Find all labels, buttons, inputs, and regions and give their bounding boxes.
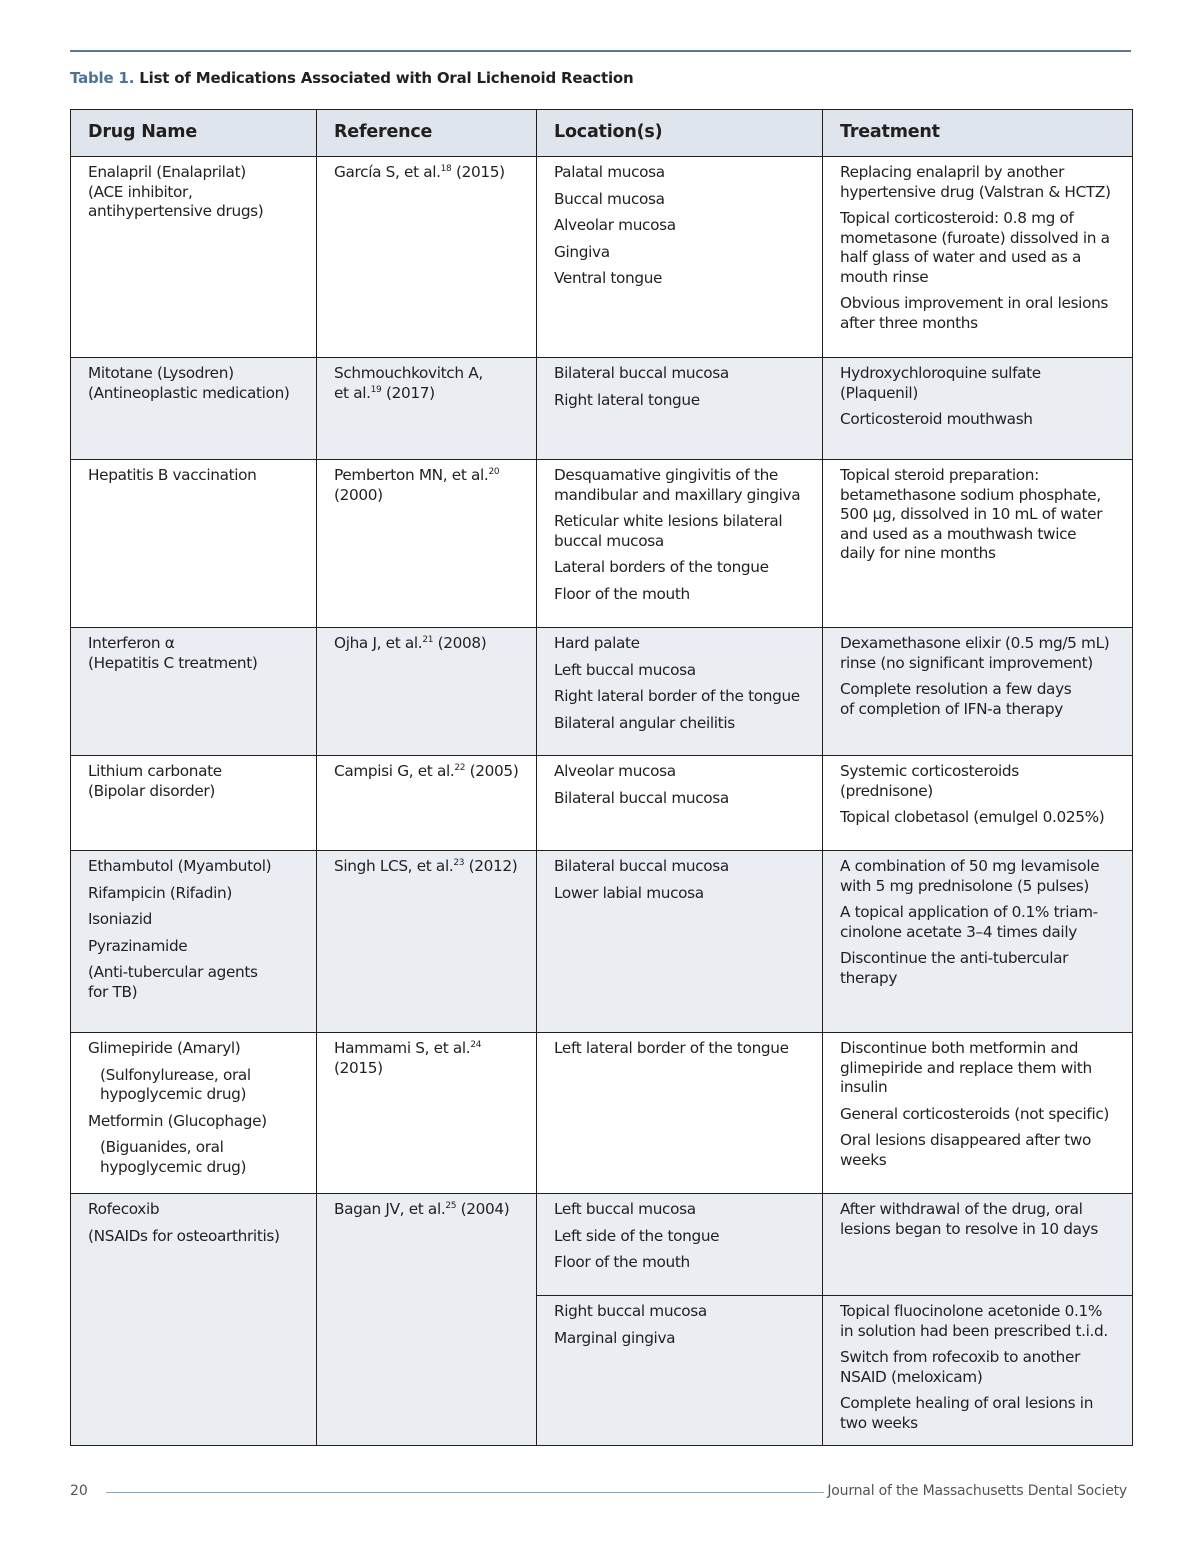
table-row [71, 460, 1133, 628]
reference-author: Campisi G, et al. [334, 762, 455, 780]
treatment-cell [823, 756, 1133, 851]
cell-line: Glimepiride (Amaryl) [88, 1039, 241, 1057]
reference-number: 18 [440, 164, 452, 174]
cell-line: Obvious improvement in oral lesions after three months [840, 294, 1109, 332]
cell-line: Complete healing of oral lesions in two weeks [840, 1394, 1094, 1432]
table-row [71, 157, 1133, 358]
cell-line: Switch from rofecoxib to another NSAID (meloxicam) [840, 1348, 1081, 1386]
cell-line: (Anti-tubercular agents for TB) [88, 963, 258, 1001]
cell-line: Topical corticosteroid: 0.8 mg of mometasone (furoate) dissolved in a half glass of water and used as a mouth rinse [840, 209, 1110, 286]
cell-line: Reticular white lesions bilateral buccal mucosa [554, 512, 783, 550]
cell-line: Gingiva [554, 242, 610, 261]
treatment-cell [823, 1033, 1133, 1194]
cell-line: Lower labial mucosa [554, 883, 704, 902]
cell-line: Left buccal mucosa [554, 1200, 696, 1218]
locations-cell [537, 628, 823, 756]
reference-citation [334, 1200, 519, 1220]
cell-line: Topical steroid preparation: betamethasone sodium phosphate, 500 µg, dissolved in 10 mL of water and used as a mouthwash twice daily for nine months [840, 466, 1103, 562]
locations-cell [537, 1296, 823, 1446]
cell-line: Topical fluocinolone acetonide 0.1% in solution had been prescribed t.i.d. [840, 1302, 1108, 1340]
cell-line: Palatal mucosa [554, 163, 665, 181]
cell-line: Alveolar mucosa [554, 762, 676, 780]
table-row [71, 358, 1133, 460]
treatment-cell [823, 358, 1133, 460]
table-caption [70, 69, 633, 87]
table-header-row [71, 110, 1133, 157]
cell-line: Floor of the mouth [554, 1253, 690, 1271]
reference-number: 24 [470, 1040, 482, 1050]
reference-number: 21 [422, 635, 434, 645]
locations-cell [537, 756, 823, 851]
reference-number: 19 [370, 384, 382, 395]
drug-name-cell [71, 460, 317, 628]
reference-year: (2015) [334, 1058, 383, 1077]
drug-name-cell [71, 157, 317, 358]
reference-year: (2015) [451, 163, 505, 181]
reference-year: (2012) [464, 857, 518, 875]
cell-line: Lithium carbonate (Bipolar disorder) [88, 762, 222, 800]
cell-line: Dexamethasone elixir (0.5 mg/5 mL) rinse (no significant improvement) [840, 634, 1110, 672]
reference-year: (2017) [381, 383, 435, 402]
cell-line: Isoniazid [88, 910, 152, 928]
column-header-drug-name: Drug Name [71, 110, 317, 157]
table-title: List of Medications Associated with Oral Lichenoid Reaction [139, 69, 634, 87]
cell-line: Ventral tongue [554, 269, 663, 287]
drug-name-cell [71, 358, 317, 460]
reference-cell [317, 460, 537, 628]
table-row [71, 756, 1133, 851]
cell-line: Bilateral buccal mucosa [554, 788, 729, 807]
cell-line: Left buccal mucosa [554, 660, 696, 679]
reference-author: Singh LCS, et al. [334, 857, 454, 875]
cell-line: Oral lesions disappeared after two weeks [840, 1131, 1092, 1169]
cell-line: (Sulfonylurease, oral hypoglycemic drug) [100, 1065, 251, 1103]
reference-year: (2005) [465, 762, 519, 780]
reference-cell [317, 756, 537, 851]
locations-cell [537, 358, 823, 460]
locations-cell [537, 851, 823, 1033]
cell-line: Replacing enalapril by another hypertensive drug (Valstran & HCTZ) [840, 163, 1111, 201]
reference-citation [334, 364, 519, 403]
cell-line: A topical application of 0.1% triam- cinolone acetate 3–4 times daily [840, 903, 1098, 941]
locations-cell [537, 1194, 823, 1296]
cell-line: Right buccal mucosa [554, 1302, 707, 1320]
reference-citation [334, 634, 519, 654]
reference-cell [317, 851, 537, 1033]
reference-cell [317, 1033, 537, 1194]
cell-line: Left side of the tongue [554, 1226, 720, 1245]
drug-name-cell [71, 851, 317, 1033]
cell-line: Floor of the mouth [554, 584, 690, 603]
cell-line: Mitotane (Lysodren) (Antineoplastic medication) [88, 364, 290, 402]
reference-citation [334, 163, 519, 183]
reference-number: 20 [488, 467, 500, 477]
cell-line: Desquamative gingivitis of the mandibular and maxillary gingiva [554, 466, 801, 504]
locations-cell [537, 157, 823, 358]
cell-line: Right lateral border of the tongue [554, 687, 800, 705]
reference-citation [334, 857, 519, 877]
treatment-cell [823, 628, 1133, 756]
cell-line: Bilateral buccal mucosa [554, 364, 729, 382]
cell-line: Hard palate [554, 634, 640, 652]
reference-cell [317, 1194, 537, 1446]
reference-author: García S, et al. [334, 163, 441, 181]
column-header-reference: Reference [317, 110, 537, 157]
treatment-cell [823, 157, 1133, 358]
cell-line: A combination of 50 mg levamisole with 5 mg prednisolone (5 pulses) [840, 857, 1100, 895]
cell-line: Enalapril (Enalaprilat) (ACE inhibitor, antihypertensive drugs) [88, 163, 264, 220]
cell-line: After withdrawal of the drug, oral lesions began to resolve in 10 days [840, 1200, 1099, 1238]
cell-line: Ethambutol (Myambutol) [88, 857, 272, 875]
drug-name-cell [71, 628, 317, 756]
column-header-locations: Location(s) [537, 110, 823, 157]
table-row [71, 1033, 1133, 1194]
reference-author: Pemberton MN, et al. [334, 466, 489, 484]
reference-citation [334, 762, 519, 782]
locations-cell [537, 460, 823, 628]
reference-number: 23 [453, 858, 465, 868]
cell-line: Bilateral angular cheilitis [554, 713, 735, 732]
drug-name-cell [71, 1033, 317, 1194]
table-number: Table 1. [70, 69, 135, 87]
cell-line: Rofecoxib [88, 1200, 160, 1218]
column-header-treatment: Treatment [823, 110, 1133, 157]
treatment-cell [823, 1194, 1133, 1296]
reference-citation [334, 466, 519, 505]
cell-line: Left lateral border of the tongue [554, 1039, 789, 1057]
reference-author: Hammami S, et al. [334, 1039, 471, 1057]
cell-line: Discontinue both metformin and glimepiride and replace them with insulin [840, 1039, 1092, 1096]
cell-line: Metformin (Glucophage) [88, 1111, 267, 1130]
cell-line: Marginal gingiva [554, 1328, 676, 1347]
reference-author: Bagan JV, et al. [334, 1200, 446, 1218]
cell-line: Hepatitis B vaccination [88, 466, 257, 484]
cell-line: Rifampicin (Rifadin) [88, 883, 232, 902]
reference-cell [317, 157, 537, 358]
cell-line: Bilateral buccal mucosa [554, 857, 729, 875]
medications-table [70, 109, 1133, 1446]
cell-line: Complete resolution a few days of completion of IFN-a therapy [840, 680, 1072, 718]
cell-line: Right lateral tongue [554, 390, 700, 409]
reference-year: (2008) [433, 634, 487, 652]
cell-line: Buccal mucosa [554, 189, 665, 208]
footer-rule [106, 1492, 824, 1493]
table-row [71, 1194, 1133, 1296]
cell-line: Pyrazinamide [88, 936, 188, 955]
reference-number: 22 [454, 763, 466, 773]
page-number: 20 [70, 1483, 88, 1499]
reference-author: Ojha J, et al. [334, 634, 423, 652]
cell-line: Interferon α (Hepatitis C treatment) [88, 634, 258, 672]
cell-line: (NSAIDs for osteoarthritis) [88, 1226, 280, 1245]
treatment-cell [823, 851, 1133, 1033]
reference-number: 25 [445, 1201, 457, 1211]
locations-cell [537, 1033, 823, 1194]
reference-cell [317, 358, 537, 460]
reference-year: (2000) [334, 485, 383, 504]
table-row [71, 851, 1133, 1033]
drug-name-cell [71, 756, 317, 851]
cell-line: (Biguanides, oral hypoglycemic drug) [100, 1138, 247, 1176]
top-rule [70, 50, 1131, 52]
reference-year: (2004) [456, 1200, 510, 1218]
cell-line: Hydroxychloroquine sulfate (Plaquenil) [840, 364, 1041, 402]
cell-line: Topical clobetasol (emulgel 0.025%) [840, 808, 1105, 826]
treatment-cell [823, 1296, 1133, 1446]
reference-cell [317, 628, 537, 756]
cell-line: Systemic corticosteroids (prednisone) [840, 762, 1019, 800]
cell-line: Discontinue the anti-tubercular therapy [840, 949, 1069, 987]
reference-author: Schmouchkovitch A, et al. [334, 364, 483, 402]
treatment-cell [823, 460, 1133, 628]
reference-citation [334, 1039, 519, 1078]
journal-name: Journal of the Massachusetts Dental Society [827, 1483, 1127, 1499]
cell-line: Corticosteroid mouthwash [840, 410, 1033, 428]
cell-line: Alveolar mucosa [554, 216, 676, 234]
table-row [71, 628, 1133, 756]
cell-line: General corticosteroids (not specific) [840, 1104, 1110, 1123]
cell-line: Lateral borders of the tongue [554, 558, 769, 576]
drug-name-cell [71, 1194, 317, 1446]
table-body [71, 157, 1133, 1446]
